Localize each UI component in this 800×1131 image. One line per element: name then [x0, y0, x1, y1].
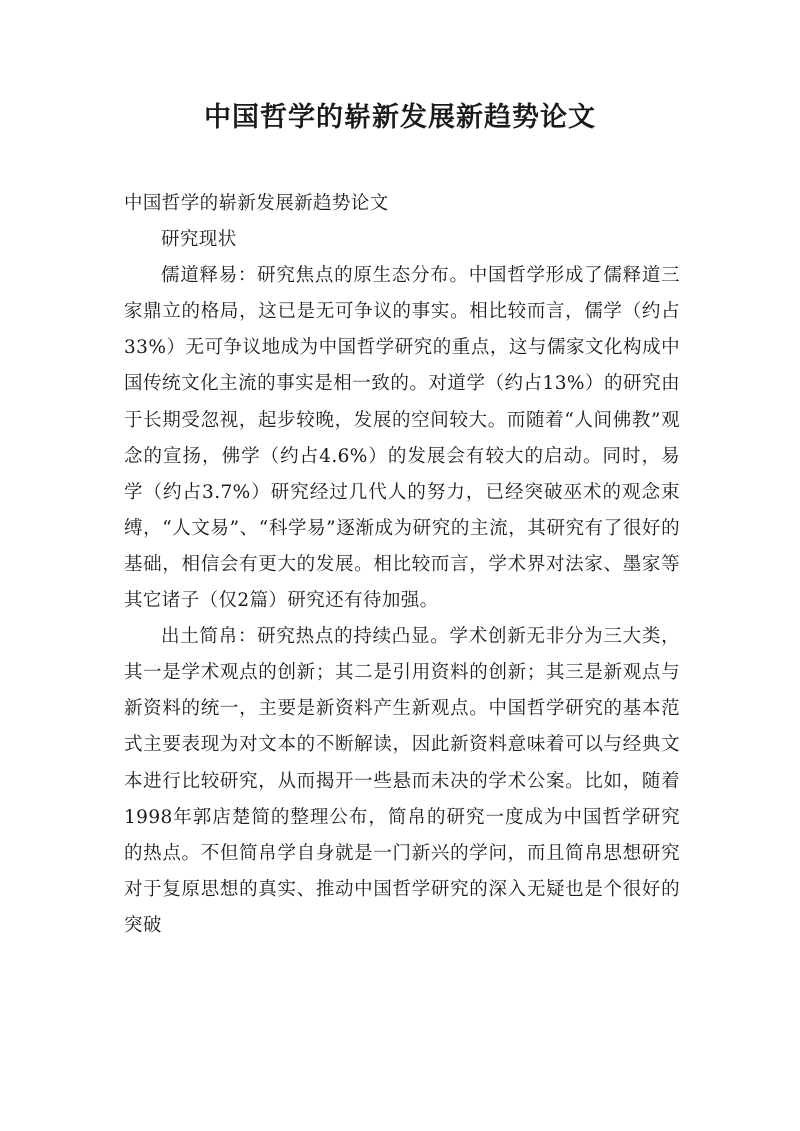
paragraph-excavated-bamboo-silk: 出土简帛：研究热点的持续凸显。学术创新无非分为三大类，其一是学术观点的创新；其二是引用资料的创新；其三是新观点与新资料的统一，主要是新资料产生新观点。中国哲学研究的基本范式主要表现为对文本的不断解读，因此新资料意味着可以与经典文本进行比较研究，从而揭开一些悬而未决的学术公案。比如，随着1998年郭店楚简的整理公布，简帛的研究一度成为中国哲学研究的热点。不但简帛学自身就是一门新兴的学问，而且简帛思想研究对于复原思想的真实、推动中国哲学研究的深入无疑也是个很好的突破 — [124, 626, 680, 936]
paragraph-confucianism-daoism: 儒道释易：研究焦点的原生态分布。中国哲学形成了儒释道三家鼎立的格局，这已是无可争议的事实。相比较而言，儒学（约占33%）无可争议地成为中国哲学研究的重点，这与儒家文化构成中国传统文化主流的事实是相一致的。对道学（约占13%）的研究由于长期受忽视，起步较晚，发展的空间较大。而随着“人间佛教”观念的宣扬，佛学（约占4.6%）的发展会有较大的启动。同时，易学（约占3.7%）研究经过几代人的努力，已经突破巫术的观念束缚，“人文易”、“科学易”逐渐成为研究的主流，其研究有了很好的基础，相信会有更大的发展。相比较而言，学术界对法家、墨家等其它诸子（仅2篇）研究还有待加强。 — [124, 265, 680, 612]
document-body — [124, 186, 680, 944]
document-title: 中国哲学的崭新发展新趋势论文 — [204, 102, 596, 133]
section-heading: 研究现状 — [161, 229, 237, 251]
document-subtitle: 中国哲学的崭新发展新趋势论文 — [124, 193, 389, 214]
